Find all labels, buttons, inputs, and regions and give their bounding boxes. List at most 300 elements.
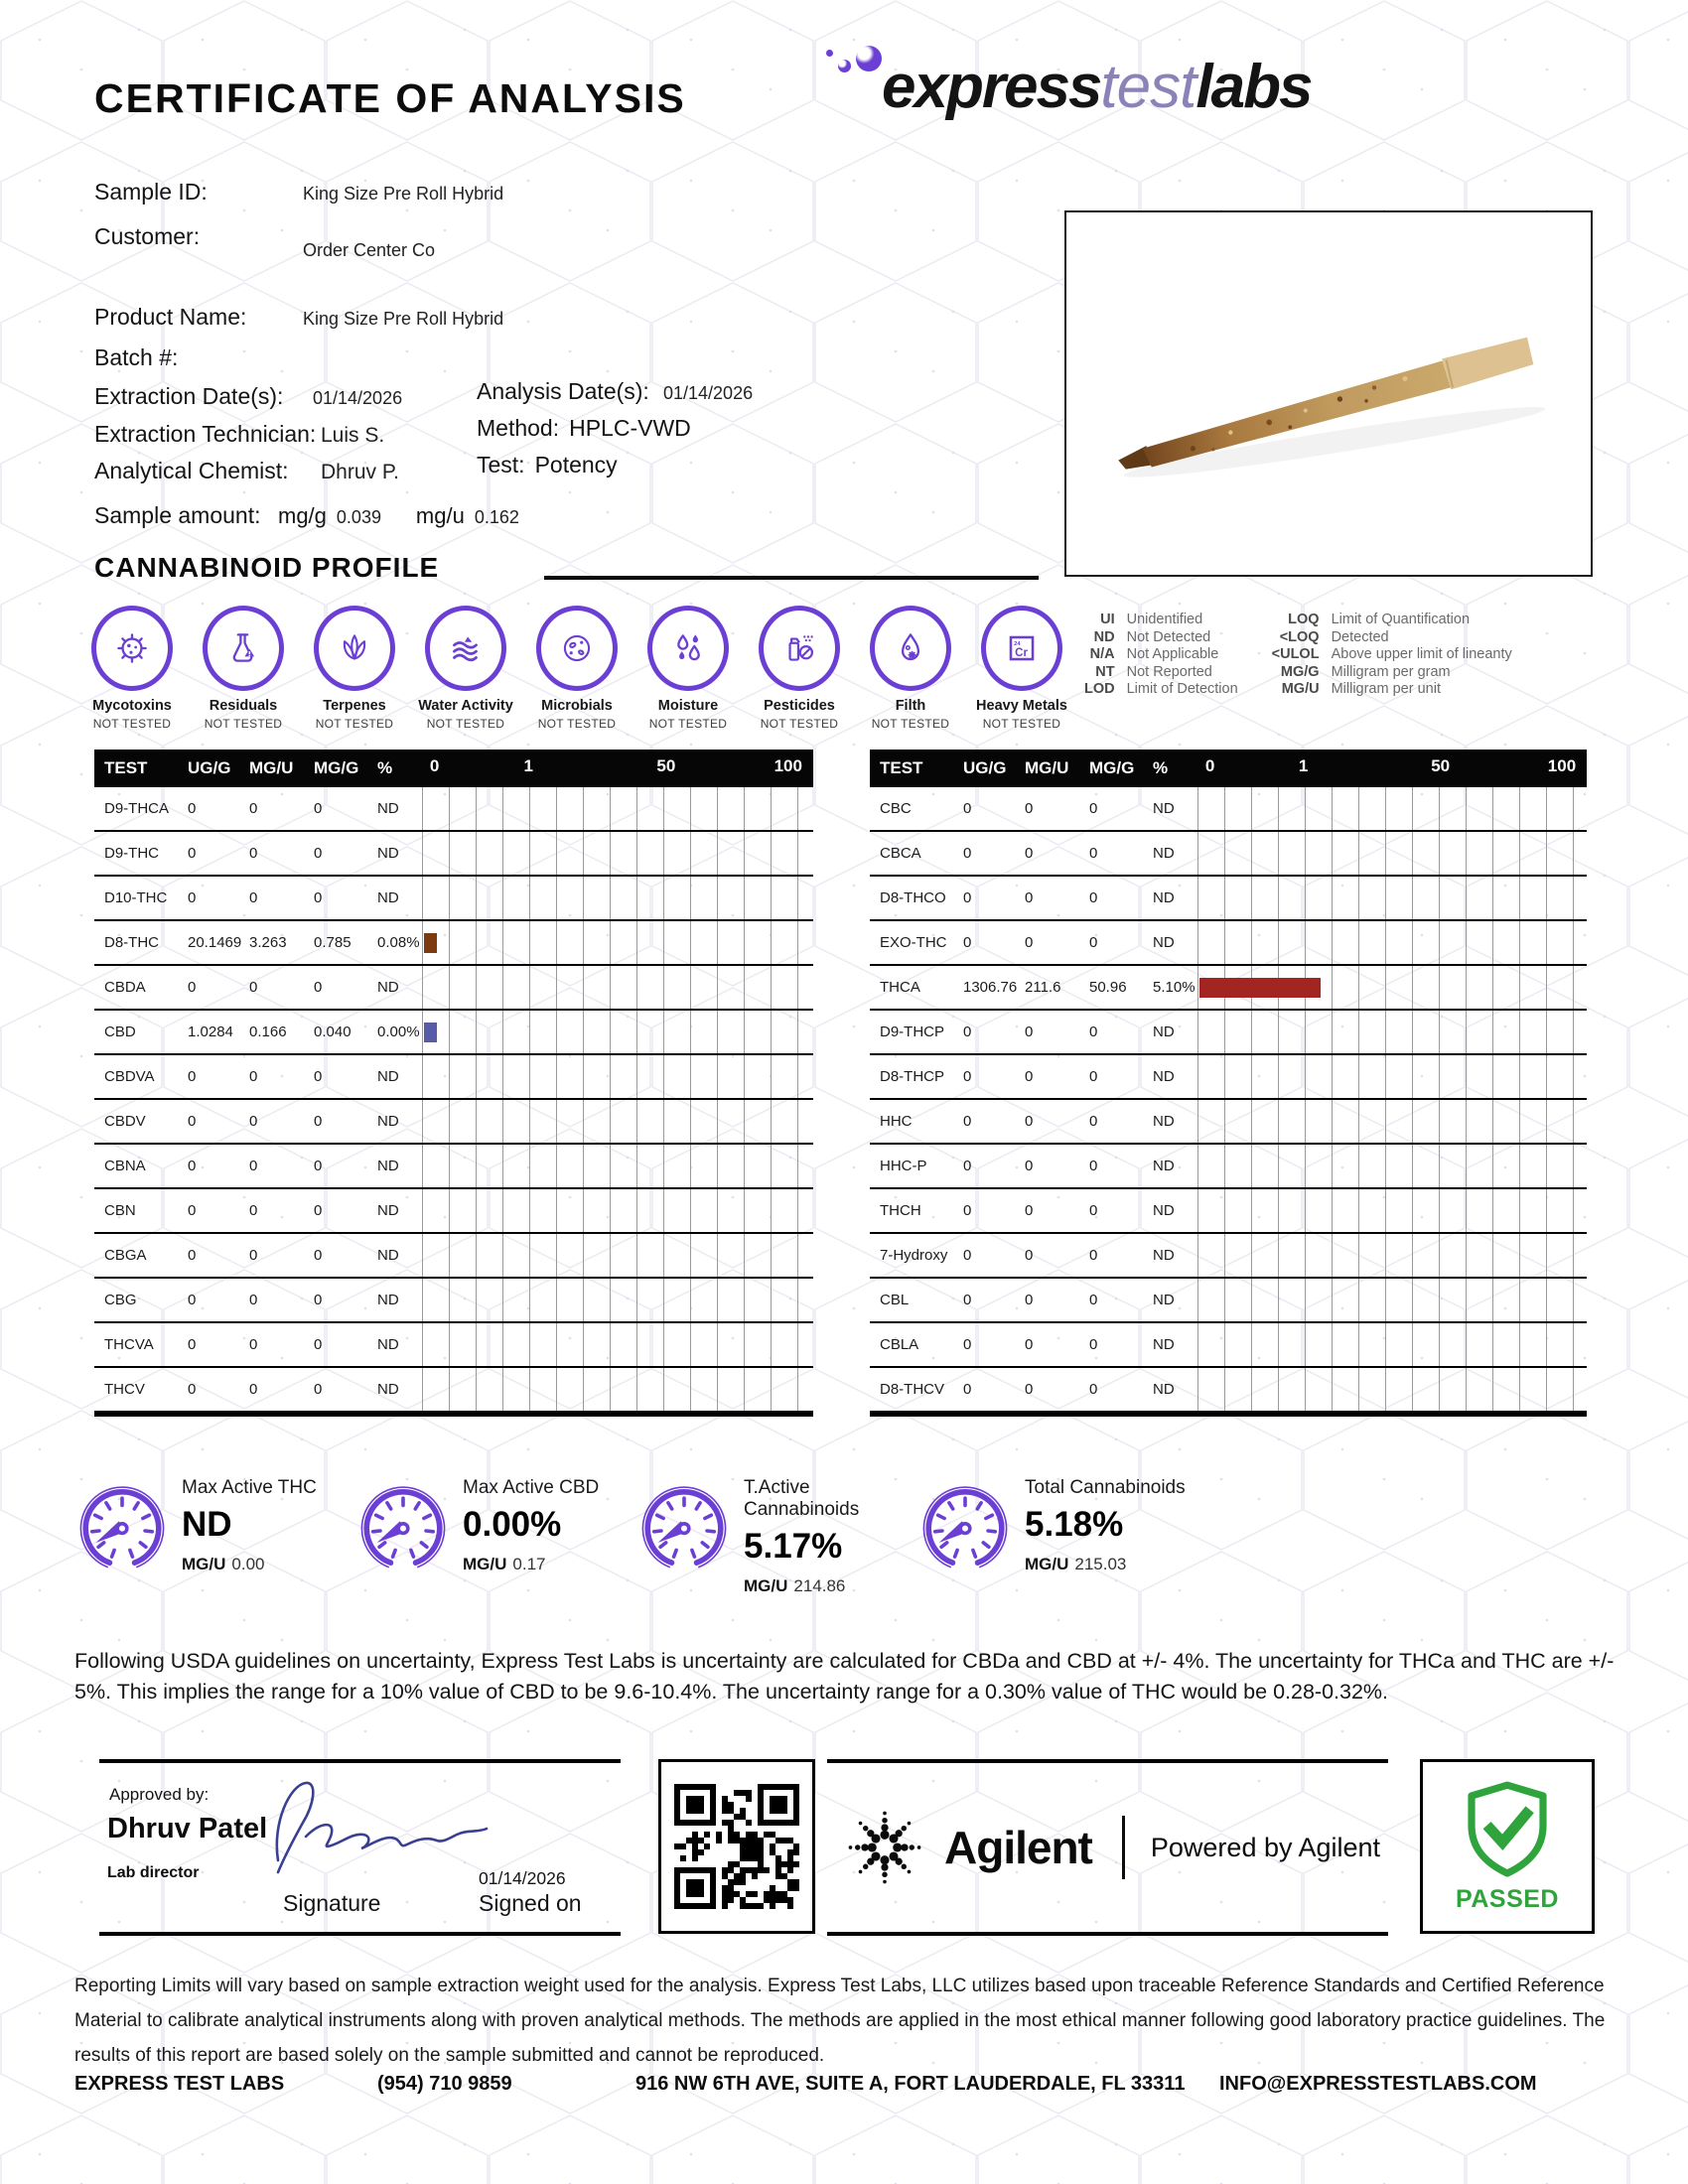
- analytical-chemist-value: Dhruv P.: [321, 461, 399, 483]
- bar-cell: [1197, 966, 1587, 1009]
- cell-mg_g: 0: [1089, 1381, 1098, 1398]
- cell-mg_u: 0: [1025, 845, 1034, 862]
- extraction-technician-row: [94, 421, 384, 448]
- scale-0: 0: [1204, 756, 1215, 775]
- cell-mg_u: 0: [1025, 1068, 1034, 1085]
- cell-mg_g: 0: [314, 845, 323, 862]
- screening-status: NOT TESTED: [315, 717, 394, 731]
- table-row: [94, 1055, 813, 1100]
- table-row: [94, 1368, 813, 1413]
- screening-status: NOT TESTED: [982, 717, 1061, 731]
- screening-residuals: [188, 606, 299, 731]
- table-row: [94, 966, 813, 1011]
- screening-mycotoxins: [76, 606, 188, 731]
- method-value: HPLC-VWD: [569, 415, 691, 441]
- cell-pct: ND: [1153, 1113, 1175, 1130]
- signed-on-label: Signed on: [479, 1890, 582, 1916]
- speedometer-icon: [355, 1479, 451, 1574]
- cell-mg_u: 0: [1025, 1381, 1034, 1398]
- legend-def: Not Applicable: [1126, 646, 1219, 662]
- cell-pct: ND: [377, 1202, 399, 1219]
- header-ugg: UG/G: [963, 758, 1007, 777]
- cell-mg_u: 0: [249, 1247, 258, 1264]
- table-row: [870, 1189, 1587, 1234]
- cell-mg_g: 0: [314, 1336, 323, 1353]
- cell-mg_u: 0: [249, 845, 258, 862]
- cell-mg_g: 0: [314, 979, 323, 996]
- cell-mg_g: 0: [1089, 800, 1098, 817]
- bar-cell: [422, 1368, 813, 1411]
- gauge-total-cannabinoids: [917, 1475, 1198, 1596]
- cell-test: CBNA: [104, 1158, 146, 1174]
- cell-pct: ND: [1153, 1158, 1175, 1174]
- screening-name: Terpenes: [323, 698, 386, 714]
- bar-cell: [422, 832, 813, 875]
- table-row: [94, 1234, 813, 1279]
- cell-pct: ND: [1153, 1381, 1175, 1398]
- cell-mg_g: 0: [1089, 1068, 1098, 1085]
- cell-test: HHC: [880, 1113, 913, 1130]
- bar-cell: [1197, 877, 1587, 919]
- approval-block: [99, 1759, 621, 1936]
- scale-50: 50: [656, 756, 676, 775]
- table-body: [870, 787, 1587, 1417]
- cell-ug_g: 20.1469: [188, 934, 242, 951]
- cell-mg_g: 0: [314, 1068, 323, 1085]
- bar-cell: [1197, 1145, 1587, 1187]
- screening-name: Pesticides: [764, 698, 835, 714]
- screening-name: Heavy Metals: [976, 698, 1067, 714]
- value-bar: [424, 933, 437, 953]
- footer-phone: (954) 710 9859: [377, 2073, 512, 2095]
- gauge-unit: MG/U 0.17: [463, 1555, 546, 1573]
- cell-ug_g: 0: [963, 934, 972, 951]
- cell-mg_u: 0: [249, 1158, 258, 1174]
- cell-ug_g: 0: [963, 1202, 972, 1219]
- cell-test: D8-THC: [104, 934, 159, 951]
- customer-row: [94, 223, 436, 260]
- legend-term: MG/U: [1281, 681, 1320, 697]
- cell-ug_g: 0: [188, 1336, 197, 1353]
- mgu-value: 0.162: [474, 507, 519, 527]
- cell-pct: ND: [377, 1336, 399, 1353]
- mgu-label: mg/u: [415, 503, 465, 528]
- legend-term: N/A: [1089, 646, 1115, 662]
- cell-test: D8-THCP: [880, 1068, 945, 1085]
- screening-terpenes: [299, 606, 410, 731]
- cell-ug_g: 0: [963, 800, 972, 817]
- bar-cell: [1197, 832, 1587, 875]
- logo-word-labs: labs: [1196, 53, 1312, 121]
- table-row: [870, 1100, 1587, 1145]
- cell-mg_u: 0: [249, 1381, 258, 1398]
- header-test: TEST: [880, 758, 923, 777]
- summary-gauges-row: [74, 1475, 1198, 1596]
- cell-mg_g: 0: [314, 1292, 323, 1308]
- bar-cell: [422, 1279, 813, 1321]
- legend-column-2: [1272, 612, 1512, 699]
- cell-mg_u: 0: [249, 800, 258, 817]
- divider: [1122, 1816, 1125, 1879]
- table-row: [870, 1323, 1587, 1368]
- cell-pct: ND: [377, 845, 399, 862]
- sample-amount-row: [94, 502, 519, 529]
- screening-name: Water Activity: [418, 698, 513, 714]
- screening-pesticides: [744, 606, 855, 731]
- sample-amount-label: Sample amount:: [94, 502, 261, 528]
- cell-mg_u: 0: [249, 1068, 258, 1085]
- batch-label: Batch #:: [94, 344, 179, 370]
- cell-pct: ND: [377, 1247, 399, 1264]
- extraction-date-value: 01/14/2026: [313, 388, 403, 408]
- cell-pct: ND: [1153, 1202, 1175, 1219]
- cell-ug_g: 1306.76: [963, 979, 1018, 996]
- cell-mg_g: 0: [314, 1381, 323, 1398]
- cannabinoid-profile-heading: CANNABINOID PROFILE: [94, 552, 440, 583]
- bar-cell: [1197, 1189, 1587, 1232]
- cell-ug_g: 0: [188, 1068, 197, 1085]
- cell-ug_g: 0: [963, 1292, 972, 1308]
- cell-mg_g: 0: [314, 889, 323, 906]
- screening-status: NOT TESTED: [871, 717, 950, 731]
- bar-cell: [422, 1234, 813, 1277]
- cell-mg_g: 0: [1089, 1113, 1098, 1130]
- abbreviation-legend: [1084, 612, 1512, 699]
- cell-mg_u: 0: [1025, 800, 1034, 817]
- value-bar: [424, 1023, 437, 1042]
- disclaimer-text: Reporting Limits will vary based on sample extraction weight used for the analysis. Express Test Labs, LLC utilizes based upon traceable Reference Standards and Certified Reference Material to calibrate analytical instruments along with proven analytical methods. The methods are applied in the most ethical manner following good laboratory practice guidelines. The results of this report are based solely on the sample submitted and cannot be reproduced.: [74, 1976, 1606, 2067]
- bar-cell: [422, 787, 813, 830]
- legend-term: NT: [1095, 663, 1115, 680]
- footer-email: INFO@EXPRESSTESTLABS.COM: [1219, 2073, 1537, 2095]
- cell-mg_g: 0: [1089, 889, 1098, 906]
- batch-row: [94, 344, 303, 371]
- test-row: [477, 452, 618, 478]
- cell-test: CBL: [880, 1292, 910, 1308]
- water-activity-waves-icon: [425, 606, 506, 691]
- cell-pct: ND: [1153, 1247, 1175, 1264]
- cell-mg_g: 0: [314, 1202, 323, 1219]
- cell-test: THCVA: [104, 1336, 154, 1353]
- cell-test: CBLA: [880, 1336, 919, 1353]
- cell-mg_g: 50.96: [1089, 979, 1127, 996]
- cell-pct: ND: [377, 889, 399, 906]
- cell-ug_g: 0: [188, 889, 197, 906]
- cell-test: D10-THC: [104, 889, 168, 906]
- product-name-row: [94, 304, 503, 331]
- cell-mg_u: 0: [1025, 1336, 1034, 1353]
- gauge-total-active-cannabinoids: [636, 1475, 917, 1596]
- cell-pct: ND: [1153, 1292, 1175, 1308]
- header-mgg: MG/G: [314, 758, 359, 777]
- legend-def: Detected: [1331, 628, 1389, 645]
- product-photo: [1064, 210, 1593, 577]
- cell-test: THCV: [104, 1381, 145, 1398]
- bar-cell: [422, 1055, 813, 1098]
- cell-mg_u: 0: [249, 1113, 258, 1130]
- bar-cell: [422, 966, 813, 1009]
- test-label: Test:: [477, 452, 525, 478]
- screening-name: Filth: [895, 698, 926, 714]
- screening-name: Microbials: [541, 698, 613, 714]
- cell-mg_g: 0: [1089, 1336, 1098, 1353]
- speedometer-icon: [917, 1479, 1013, 1574]
- table-row: [870, 1279, 1587, 1323]
- header-mgu: MG/U: [249, 758, 294, 777]
- bar-cell: [1197, 1011, 1587, 1053]
- cell-pct: ND: [377, 1113, 399, 1130]
- bar-cell: [422, 1323, 813, 1366]
- speedometer-icon: [74, 1479, 170, 1574]
- pesticides-spray-icon: [759, 606, 840, 691]
- cell-pct: ND: [377, 1292, 399, 1308]
- cell-ug_g: 0: [188, 845, 197, 862]
- cell-test: CBDV: [104, 1113, 146, 1130]
- cell-ug_g: 0: [963, 845, 972, 862]
- sample-id-row: [94, 179, 503, 205]
- cell-mg_u: 3.263: [249, 934, 287, 951]
- mycotoxins-icon: [91, 606, 173, 691]
- logo-bubble-icon: [826, 50, 833, 57]
- cell-mg_u: 0: [249, 1336, 258, 1353]
- cell-pct: 0.00%: [377, 1024, 420, 1040]
- cell-ug_g: 0: [963, 1113, 972, 1130]
- svg-text:24: 24: [1014, 640, 1021, 647]
- cell-test: CBD: [104, 1024, 136, 1040]
- cell-test: CBDA: [104, 979, 146, 996]
- approver-role: Lab director: [107, 1864, 200, 1881]
- table-row: [870, 921, 1587, 966]
- cell-mg_u: 211.6: [1025, 979, 1061, 996]
- cell-pct: ND: [377, 800, 399, 817]
- screening-status: NOT TESTED: [537, 717, 617, 731]
- screening-status: NOT TESTED: [648, 717, 728, 731]
- cell-ug_g: 0: [963, 1247, 972, 1264]
- footer-company: EXPRESS TEST LABS: [74, 2073, 285, 2095]
- bar-cell: [1197, 1368, 1587, 1411]
- signed-on-date: 01/14/2026: [479, 1868, 566, 1888]
- table-row: [94, 921, 813, 966]
- qr-code: [658, 1759, 815, 1934]
- cell-pct: ND: [1153, 1336, 1175, 1353]
- agilent-block: [827, 1759, 1388, 1936]
- signature-image: [248, 1765, 506, 1884]
- cell-mg_g: 0: [1089, 1202, 1098, 1219]
- scale-100: 100: [774, 756, 802, 775]
- table-row: [94, 1189, 813, 1234]
- logo-bubble-icon: [856, 46, 882, 71]
- cell-test: HHC-P: [880, 1158, 927, 1174]
- bar-cell: [422, 1011, 813, 1053]
- table-row: [94, 1011, 813, 1055]
- method-row: [477, 415, 691, 442]
- mgg-value: 0.039: [336, 507, 381, 527]
- gauge-value: 0.00%: [463, 1505, 562, 1544]
- legend-term: LOD: [1084, 681, 1115, 697]
- screening-icons-row: [76, 606, 1077, 731]
- cell-ug_g: 0: [188, 1113, 197, 1130]
- extraction-date-row: [94, 383, 402, 410]
- screening-heavy-metals: [966, 606, 1077, 731]
- legend-term: LOQ: [1288, 612, 1320, 627]
- cell-mg_u: 0: [1025, 1202, 1034, 1219]
- cannabinoid-table-left: [94, 750, 813, 1417]
- legend-def: Limit of Detection: [1126, 681, 1238, 697]
- gauge-max-active-thc: [74, 1475, 355, 1596]
- table-row: [870, 832, 1587, 877]
- cell-mg_g: 0: [314, 800, 323, 817]
- cell-mg_g: 0: [1089, 1158, 1098, 1174]
- cell-ug_g: 0: [188, 1292, 197, 1308]
- cell-pct: ND: [1153, 800, 1175, 817]
- gauge-title: Max Active CBD: [463, 1477, 600, 1498]
- cell-test: CBDVA: [104, 1068, 155, 1085]
- moisture-droplets-icon: [647, 606, 729, 691]
- table-row: [94, 1100, 813, 1145]
- cell-mg_u: 0: [1025, 1292, 1034, 1308]
- cell-test: D9-THC: [104, 845, 159, 862]
- cell-test: D9-THCP: [880, 1024, 945, 1040]
- cell-mg_g: 0: [1089, 1292, 1098, 1308]
- cell-mg_g: 0: [1089, 934, 1098, 951]
- cannabinoid-table-right: [870, 750, 1587, 1417]
- table-row: [94, 787, 813, 832]
- cell-pct: ND: [1153, 1024, 1175, 1040]
- product-name-label: Product Name:: [94, 304, 247, 330]
- cell-test: EXO-THC: [880, 934, 947, 951]
- cell-pct: ND: [1153, 889, 1175, 906]
- cell-ug_g: 0: [963, 1158, 972, 1174]
- table-row: [94, 877, 813, 921]
- scale-0: 0: [429, 756, 440, 775]
- cell-mg_g: 0: [1089, 845, 1098, 862]
- bar-cell: [422, 877, 813, 919]
- speedometer-icon: [636, 1479, 732, 1574]
- table-row: [870, 1145, 1587, 1189]
- cell-test: CBGA: [104, 1247, 147, 1264]
- cell-pct: ND: [1153, 845, 1175, 862]
- cell-test: D8-THCV: [880, 1381, 945, 1398]
- table-header: [94, 750, 813, 787]
- qr-code-image: [674, 1784, 799, 1909]
- analysis-date-row: [477, 378, 753, 405]
- legend-def: Milligram per gram: [1331, 663, 1451, 680]
- cell-mg_u: 0.166: [249, 1024, 287, 1040]
- cell-mg_u: 0: [1025, 1247, 1034, 1264]
- table-row: [870, 1055, 1587, 1100]
- cell-pct: 0.08%: [377, 934, 420, 951]
- cell-pct: ND: [377, 1158, 399, 1174]
- cell-mg_g: 0: [314, 1113, 323, 1130]
- cell-test: CBG: [104, 1292, 137, 1308]
- mgg-label: mg/g: [278, 503, 327, 528]
- cell-mg_g: 0: [1089, 1024, 1098, 1040]
- header-test: TEST: [104, 758, 148, 777]
- cell-mg_u: 0: [1025, 1024, 1034, 1040]
- cell-mg_g: 0: [314, 1247, 323, 1264]
- cell-test: THCA: [880, 979, 920, 996]
- header-mgg: MG/G: [1089, 758, 1135, 777]
- legend-term: UI: [1100, 612, 1115, 627]
- express-test-labs-logo: [882, 52, 1311, 122]
- logo-word-test: test: [1100, 53, 1196, 121]
- cell-ug_g: 0: [188, 979, 197, 996]
- legend-term: <LOQ: [1279, 628, 1320, 645]
- cell-mg_g: 0.040: [314, 1024, 352, 1040]
- customer-label: Customer:: [94, 223, 201, 249]
- cell-mg_u: 0: [249, 1202, 258, 1219]
- analysis-date-value: 01/14/2026: [663, 383, 754, 403]
- cell-ug_g: 0: [963, 1024, 972, 1040]
- microbials-petri-icon: [536, 606, 618, 691]
- heading-rule: [544, 576, 1039, 580]
- scale-100: 100: [1547, 756, 1577, 775]
- cell-mg_g: 0.785: [314, 934, 352, 951]
- legend-def: Unidentified: [1126, 612, 1203, 627]
- cell-ug_g: 0: [963, 889, 972, 906]
- test-value: Potency: [534, 452, 618, 478]
- heavy-metals-chromium-icon: [981, 606, 1062, 691]
- cell-ug_g: 0: [188, 1381, 197, 1398]
- cell-test: CBN: [104, 1202, 136, 1219]
- terpenes-leaf-icon: [314, 606, 395, 691]
- pre-roll-image: [1066, 212, 1587, 571]
- legend-def: Milligram per unit: [1331, 681, 1441, 697]
- analytical-chemist-label: Analytical Chemist:: [94, 458, 289, 483]
- cell-ug_g: 0: [963, 1068, 972, 1085]
- header-pct: %: [377, 758, 393, 777]
- table-row: [870, 1234, 1587, 1279]
- bar-cell: [422, 1145, 813, 1187]
- screening-filth: [855, 606, 966, 731]
- header-scale: [1197, 750, 1587, 787]
- cell-ug_g: 0: [188, 1247, 197, 1264]
- cell-ug_g: 0: [188, 1158, 197, 1174]
- table-row: [94, 1279, 813, 1323]
- legend-column-1: [1084, 612, 1238, 699]
- bar-cell: [422, 921, 813, 964]
- legend-term: ND: [1093, 628, 1115, 645]
- screening-water-activity: [410, 606, 521, 731]
- screening-name: Residuals: [209, 698, 278, 714]
- bar-cell: [1197, 1323, 1587, 1366]
- table-row: [94, 1145, 813, 1189]
- screening-status: NOT TESTED: [426, 717, 505, 731]
- filth-droplet-icon: [870, 606, 951, 691]
- product-name-value: King Size Pre Roll Hybrid: [303, 309, 504, 329]
- approved-by-label: Approved by:: [109, 1785, 210, 1804]
- cell-test: 7-Hydroxy: [880, 1247, 948, 1264]
- analysis-date-label: Analysis Date(s):: [477, 378, 649, 404]
- cell-mg_u: 0: [249, 889, 258, 906]
- header-scale: [422, 750, 813, 787]
- bar-cell: [1197, 1055, 1587, 1098]
- cell-ug_g: 0: [188, 800, 197, 817]
- signature-label: Signature: [283, 1890, 381, 1916]
- table-row: [870, 1011, 1587, 1055]
- gauge-unit: MG/U 214.86: [744, 1576, 846, 1595]
- legend-def: Not Detected: [1126, 628, 1211, 645]
- cell-ug_g: 0: [963, 1336, 972, 1353]
- header-pct: %: [1153, 758, 1169, 777]
- logo-word-express: express: [882, 53, 1101, 121]
- bar-cell: [1197, 921, 1587, 964]
- screening-status: NOT TESTED: [760, 717, 839, 731]
- screening-name: Mycotoxins: [92, 698, 172, 714]
- cell-ug_g: 0: [963, 1381, 972, 1398]
- passed-label: PASSED: [1456, 1884, 1559, 1913]
- cell-mg_u: 0: [1025, 1158, 1034, 1174]
